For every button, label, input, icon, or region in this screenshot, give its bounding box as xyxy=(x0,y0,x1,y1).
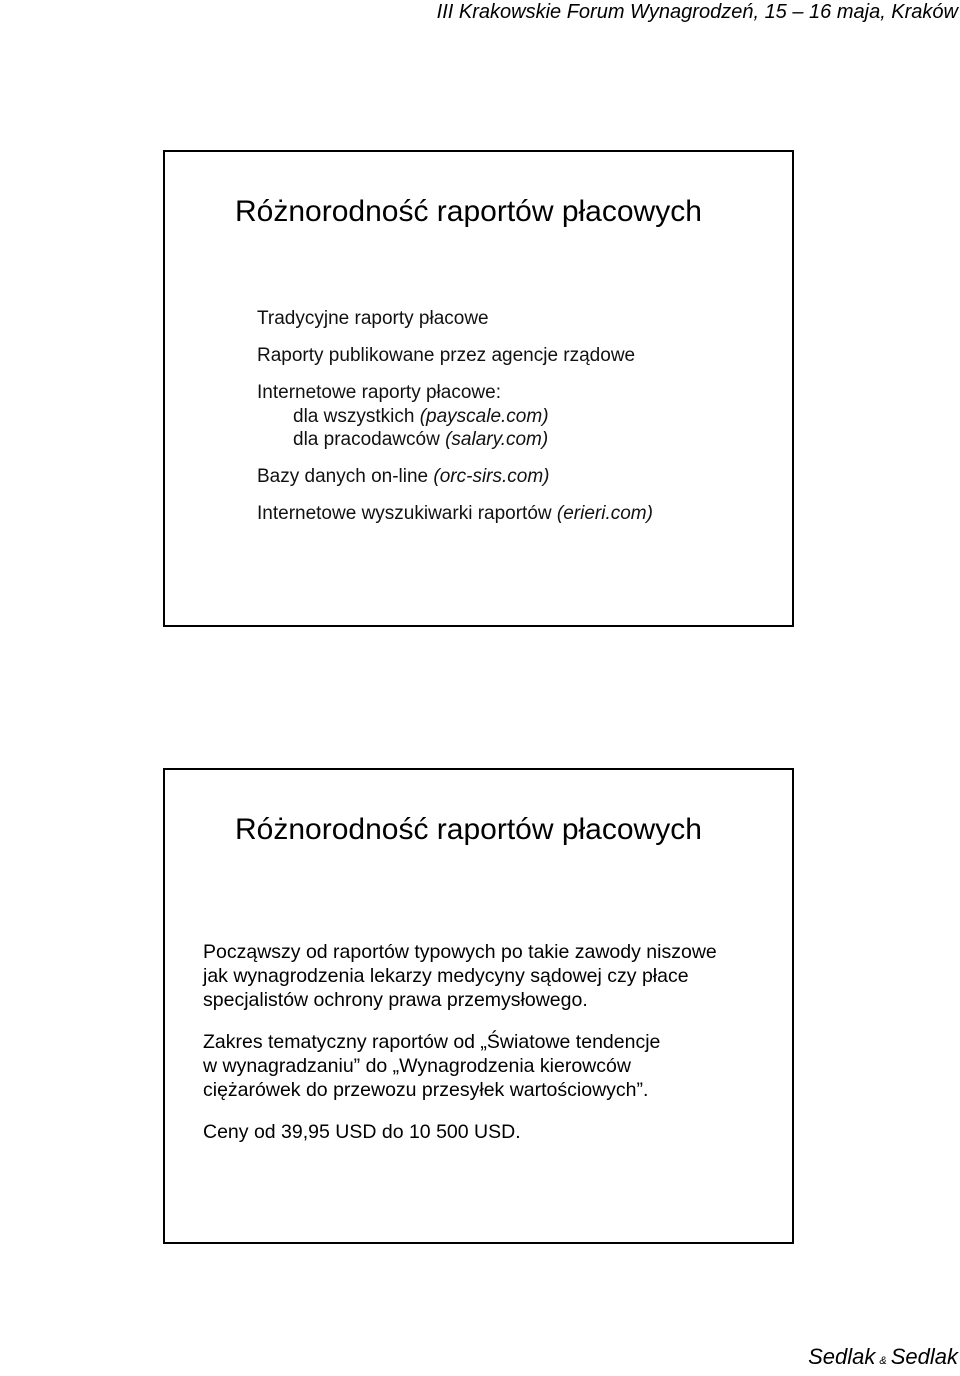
website-reference: (payscale.com) xyxy=(419,406,549,427)
slide-1-list xyxy=(257,307,653,539)
sub-list-item: dla pracodawców (salary.com) xyxy=(293,429,549,450)
slide-title: Różnorodność raportów płacowych xyxy=(235,813,702,846)
page-footer xyxy=(808,1344,958,1374)
website-reference: (salary.com) xyxy=(445,429,549,450)
footer-brand-right: Sedlak xyxy=(890,1344,958,1369)
footer-brand-left: Sedlak xyxy=(808,1344,876,1369)
list-item: Tradycyjne raporty płacowe xyxy=(257,308,489,329)
slide-2-body xyxy=(203,940,717,1162)
footer-ampersand: & xyxy=(879,1355,887,1367)
list-item: Internetowe raporty płacowe: xyxy=(257,382,501,403)
sub-list xyxy=(257,405,653,451)
list-item: Internetowe wyszukiwarki raportów (erieri.com) xyxy=(257,503,653,524)
paragraph: Począwszy od raportów typowych po takie zawody niszowe jak wynagrodzenia lekarzy medycyny sądowej czy płace specjalistów ochrony prawa przemysłowego. xyxy=(203,941,717,1011)
sub-list-item: dla wszystkich (payscale.com) xyxy=(293,406,549,427)
paragraph: Ceny od 39,95 USD do 10 500 USD. xyxy=(203,1121,521,1143)
list-item: Raporty publikowane przez agencje rządowe xyxy=(257,345,636,366)
slide-1 xyxy=(163,150,794,627)
website-reference: (orc-sirs.com) xyxy=(433,466,550,487)
slide-title: Różnorodność raportów płacowych xyxy=(235,195,702,228)
website-reference: (erieri.com) xyxy=(556,503,653,524)
paragraph: Zakres tematyczny raportów od „Światowe tendencje w wynagradzaniu” do „Wynagrodzenia kierowców ciężarówek do przewozu przesyłek wartościowych”. xyxy=(203,1031,661,1101)
page-header: III Krakowskie Forum Wynagrodzeń, 15 – 16 maja, Kraków xyxy=(436,1,958,23)
slide-2 xyxy=(163,768,794,1244)
list-item: Bazy danych on-line (orc-sirs.com) xyxy=(257,466,550,487)
